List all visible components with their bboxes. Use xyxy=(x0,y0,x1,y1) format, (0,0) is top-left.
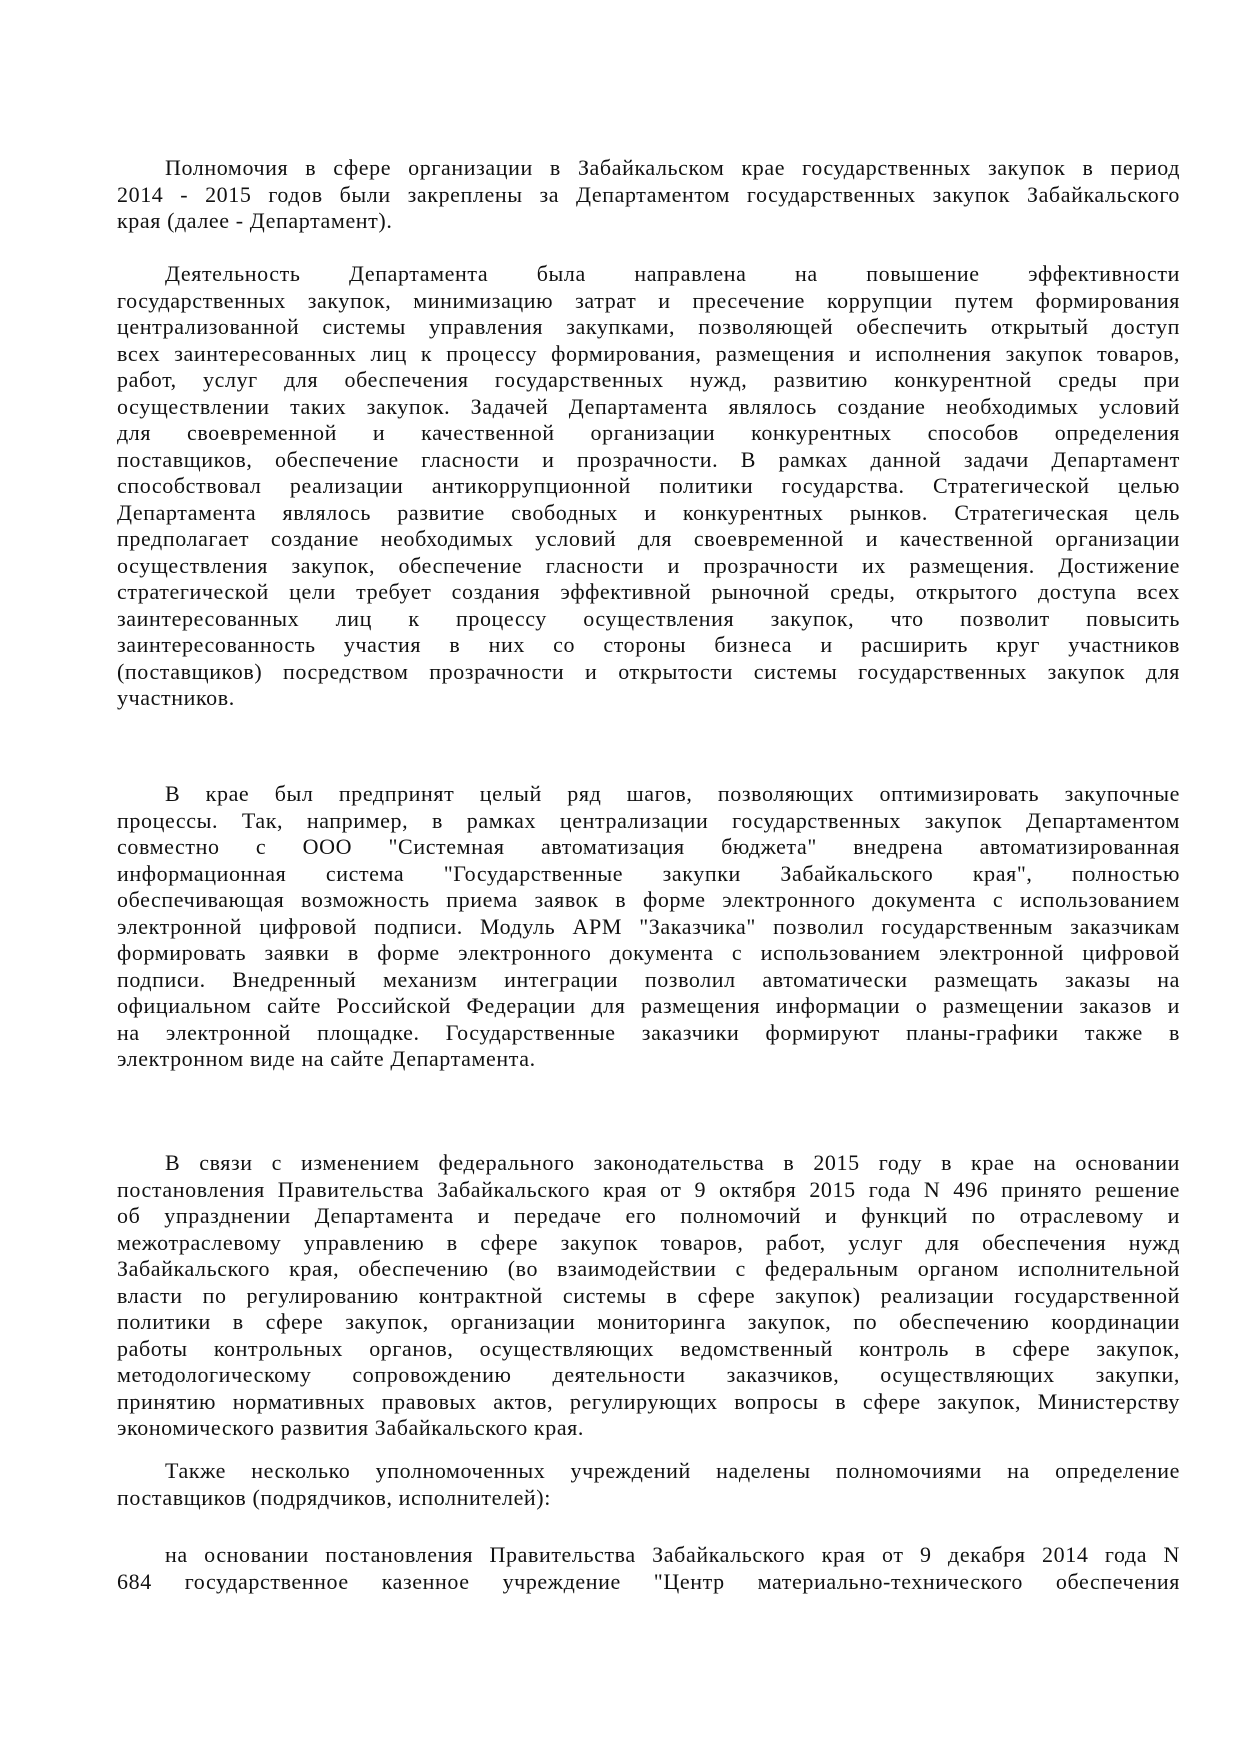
text-line: формировать заявки в форме электронного документа с использованием электронной цифровой xyxy=(117,940,1180,965)
text-line: подписи. Внедренный механизм интеграции позволил автоматически размещать заказы на xyxy=(117,966,1180,992)
text-line: поставщиков, обеспечение гласности и прозрачности. В рамках данной задачи Департамент xyxy=(117,446,1180,472)
text-line: осуществления закупок, обеспечение гласности и прозрачности их размещения. Достижение xyxy=(117,552,1180,578)
paragraph xyxy=(117,1458,1180,1511)
text-line: заинтересованных лиц к процессу осуществления закупок, что позволит повысить xyxy=(117,605,1180,631)
paragraph xyxy=(117,261,1180,712)
text-line: процессы. Так, например, в рамках централизации государственных закупок Департаментом xyxy=(117,807,1180,833)
text-line: работ, услуг для обеспечения государственных нужд, развитию конкурентной среды при xyxy=(117,367,1180,392)
text-line: совместно с ООО "Системная автоматизация бюджета" внедрена автоматизированная xyxy=(117,834,1180,859)
text-line: официальном сайте Российской Федерации для размещения информации о размещении заказов и xyxy=(117,993,1180,1018)
text-line: на основании постановления Правительства Забайкальского края от 9 декабря 2014 года N xyxy=(165,1542,1180,1567)
text-line: принятию нормативных правовых актов, регулирующих вопросы в сфере закупок, Министерству xyxy=(117,1388,1180,1414)
text-line: предполагает создание необходимых условий для своевременной и качественной организации xyxy=(117,526,1180,551)
text-line: информационная система "Государственные закупки Забайкальского края", полностью xyxy=(117,860,1180,886)
text-line: заинтересованность участия в них со стороны бизнеса и расширить круг участников xyxy=(117,632,1180,657)
text-line: 2014 - 2015 годов были закреплены за Департаментом государственных закупок Забайкальского xyxy=(117,181,1180,207)
text-line: электронном виде на сайте Департамента. xyxy=(117,1046,536,1071)
text-line: края (далее - Департамент). xyxy=(117,208,393,233)
text-line: способствовал реализации антикоррупционной политики государства. Стратегической целью xyxy=(117,473,1180,498)
text-line: (поставщиков) посредством прозрачности и открытости системы государственных закупок для xyxy=(117,658,1180,684)
text-line: Полномочия в сфере организации в Забайкальском крае государственных закупок в период xyxy=(165,155,1180,180)
paragraph xyxy=(117,781,1180,1073)
paragraph xyxy=(117,1542,1180,1595)
text-line: работы контрольных органов, осуществляющих ведомственный контроль в сфере закупок, xyxy=(117,1335,1180,1361)
text-line: осуществлении таких закупок. Задачей Департамента являлось создание необходимых условий xyxy=(117,393,1180,419)
text-line: Деятельность Департамента была направлена на повышение эффективности xyxy=(165,261,1180,286)
text-line: государственных закупок, минимизацию затрат и пресечение коррупции путем формирования xyxy=(117,287,1180,313)
text-line: электронной цифровой подписи. Модуль АРМ "Заказчика" позволил государственным заказчикам xyxy=(117,913,1180,939)
text-line: на электронной площадке. Государственные заказчики формируют планы-графики также в xyxy=(117,1019,1180,1045)
text-line: для своевременной и качественной организации конкурентных способов определения xyxy=(117,420,1180,445)
text-line: Забайкальского края, обеспечению (во взаимодействии с федеральным органом исполнительной xyxy=(117,1256,1180,1281)
text-line: Также несколько уполномоченных учреждений наделены полномочиями на определение xyxy=(165,1458,1180,1483)
text-line: об упразднении Департамента и передаче его полномочий и функций по отраслевому и xyxy=(117,1203,1180,1228)
text-line: В связи с изменением федерального законодательства в 2015 году в крае на основании xyxy=(165,1150,1180,1175)
text-line: участников. xyxy=(117,685,235,710)
text-line: стратегической цели требует создания эффективной рыночной среды, открытого доступа всех xyxy=(117,579,1180,604)
text-line: поставщиков (подрядчиков, исполнителей): xyxy=(117,1484,551,1510)
text-line: экономического развития Забайкальского края. xyxy=(117,1415,585,1440)
text-line: межотраслевому управлению в сфере закупок товаров, работ, услуг для обеспечения нужд xyxy=(117,1229,1180,1255)
text-line: В крае был предпринят целый ряд шагов, позволяющих оптимизировать закупочные xyxy=(165,781,1180,806)
text-line: Департамента являлось развитие свободных и конкурентных рынков. Стратегическая цель xyxy=(117,499,1180,525)
text-line: всех заинтересованных лиц к процессу формирования, размещения и исполнения закупок товаров, xyxy=(117,340,1180,366)
text-line: обеспечивающая возможность приема заявок в форме электронного документа с использованием xyxy=(117,887,1180,912)
text-line: 684 государственное казенное учреждение "Центр материально-технического обеспечения xyxy=(117,1568,1180,1594)
text-line: постановления Правительства Забайкальского края от 9 октября 2015 года N 496 принято решение xyxy=(117,1176,1180,1202)
paragraph xyxy=(117,155,1180,235)
text-line: власти по регулированию контрактной системы в сфере закупок) реализации государственной xyxy=(117,1282,1180,1308)
text-line: методологическому сопровождению деятельности заказчиков, осуществляющих закупки, xyxy=(117,1362,1180,1387)
text-line: централизованной системы управления закупками, позволяющей обеспечить открытый доступ xyxy=(117,314,1180,339)
paragraph xyxy=(117,1150,1180,1442)
text-line: политики в сфере закупок, организации мониторинга закупок, по обеспечению координации xyxy=(117,1309,1180,1334)
